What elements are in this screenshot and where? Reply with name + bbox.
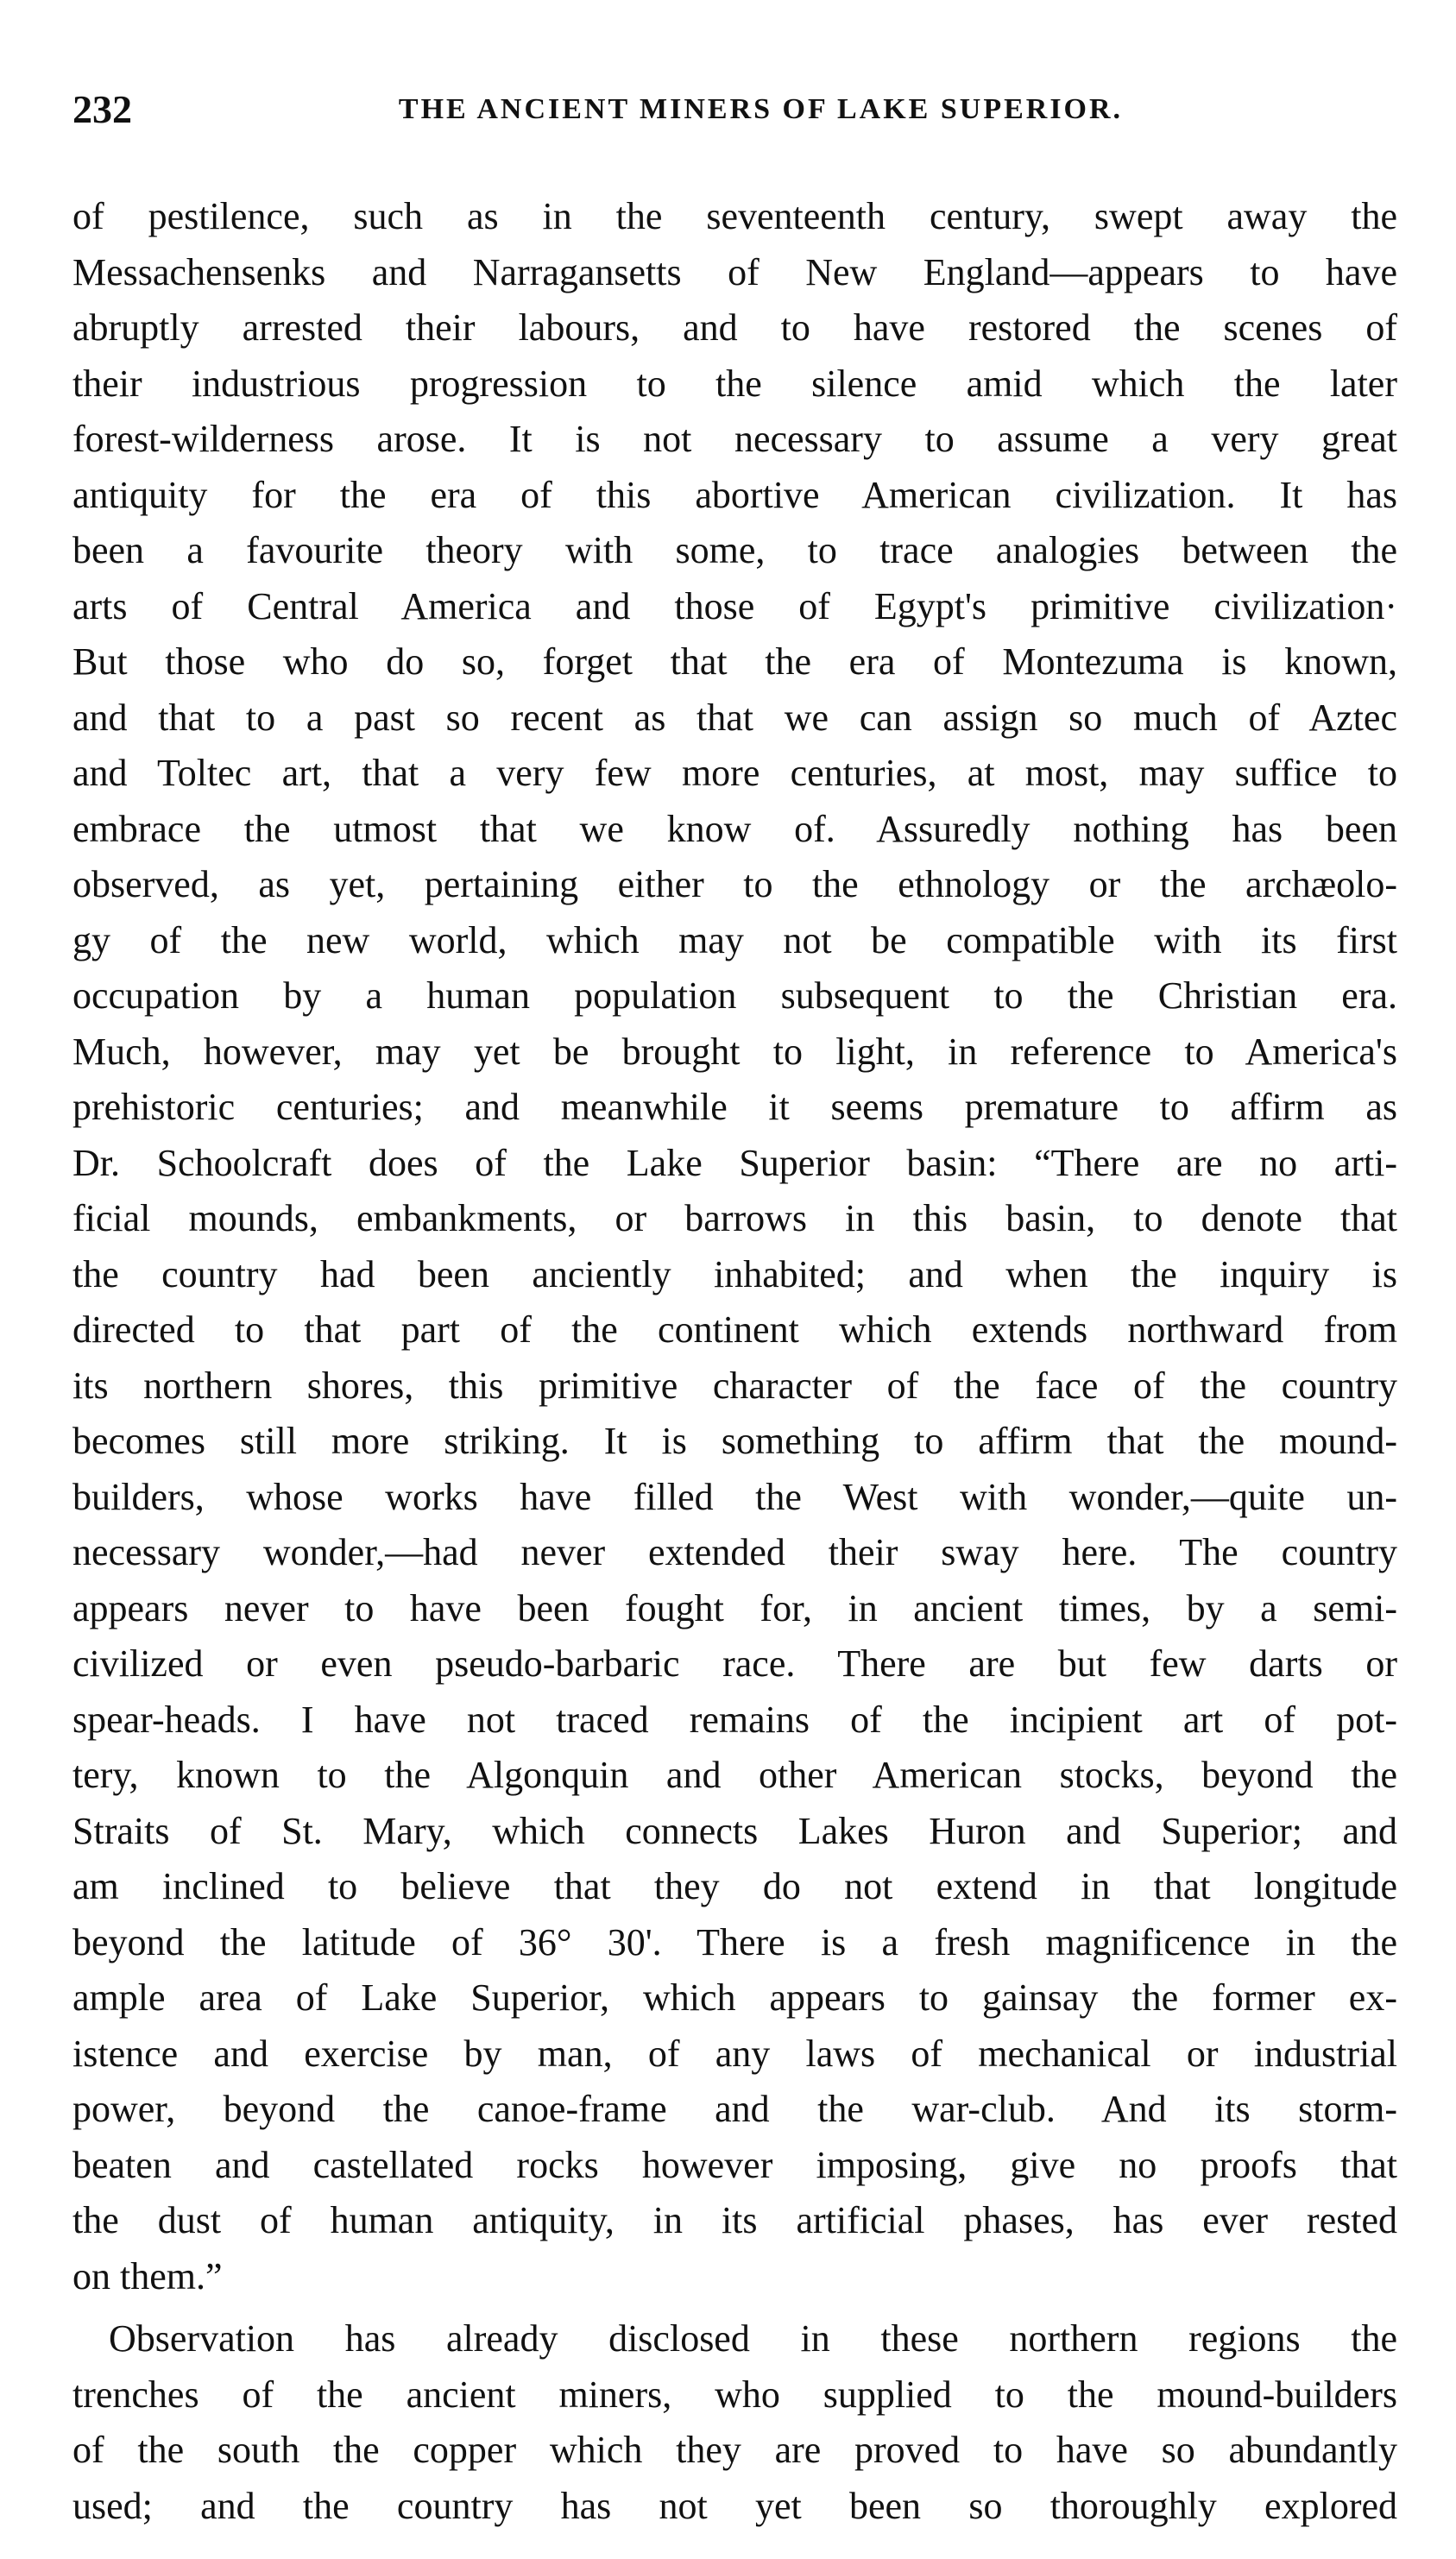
text-line: and that to a past so recent as that we can assign so much of Aztec (72, 696, 1397, 739)
text-line: beyond the latitude of 36° 30'. There is a fresh magnificence in the (72, 1920, 1397, 1963)
text-line: Messachensenks and Narragansetts of New England—appears to have (72, 250, 1397, 293)
text-line: But those who do so, forget that the era of Montezuma is known, (72, 640, 1397, 683)
paragraph-gap (72, 2304, 1397, 2311)
text-line: prehistoric centuries; and meanwhile it seems premature to affirm as (72, 1086, 1397, 1128)
paragraph (72, 189, 1397, 2304)
text-line: embrace the utmost that we know of. Assuredly nothing has been (72, 807, 1397, 850)
text-line: and Toltec art, that a very few more centuries, at most, may suffice to (72, 752, 1397, 794)
text-line: Dr. Schoolcraft does of the Lake Superior basin: “There are no arti- (72, 1141, 1397, 1184)
text-line: istence and exercise by man, of any laws of mechanical or industrial (72, 2032, 1397, 2075)
text-line: Straits of St. Mary, which connects Lakes Huron and Superior; and (72, 1809, 1397, 1852)
text-line: of the south the copper which they are proved to have so abundantly (72, 2429, 1397, 2471)
text-line: been a favourite theory with some, to trace analogies between the (72, 529, 1397, 571)
text-line: am inclined to believe that they do not extend in that longitude (72, 1865, 1397, 1907)
text-line: on them.” (72, 2254, 223, 2297)
running-head (72, 82, 1397, 137)
text-line: power, beyond the canoe-frame and the war-club. And its storm- (72, 2088, 1397, 2130)
text-line: arts of Central America and those of Egypt's primitive civilization· (72, 584, 1397, 627)
text-line: becomes still more striking. It is something to affirm that the mound- (72, 1420, 1397, 1462)
text-line: Observation has already disclosed in these northern regions the (109, 2317, 1397, 2360)
text-line: its northern shores, this primitive character of the face of the country (72, 1364, 1397, 1407)
text-line: directed to that part of the continent which extends northward from (72, 1308, 1397, 1351)
text-line: the country had been anciently inhabited; and when the inquiry is (72, 1252, 1397, 1295)
text-line: builders, whose works have filled the West with wonder,—quite un- (72, 1475, 1397, 1518)
paragraph (72, 2311, 1397, 2534)
text-line: necessary wonder,—had never extended their sway here. The country (72, 1531, 1397, 1573)
text-line: gy of the new world, which may not be compatible with its first (72, 918, 1397, 961)
text-line: ample area of Lake Superior, which appears to gainsay the former ex- (72, 1976, 1397, 2019)
running-title: THE ANCIENT MINERS OF LAKE SUPERIOR. (398, 93, 1124, 125)
text-line: forest-wilderness arose. It is not necessary to assume a very great (72, 418, 1397, 460)
body-text (72, 189, 1397, 2534)
text-line: appears never to have been fought for, in ancient times, by a semi- (72, 1586, 1397, 1629)
text-line: tery, known to the Algonquin and other American stocks, beyond the (72, 1754, 1397, 1796)
text-line: abruptly arrested their labours, and to have restored the scenes of (72, 306, 1397, 349)
text-line: trenches of the ancient miners, who supplied to the mound-builders (72, 2373, 1397, 2416)
text-line: beaten and castellated rocks however imposing, give no proofs that (72, 2143, 1397, 2186)
text-line: their industrious progression to the silence amid which the later (72, 362, 1397, 405)
text-line: civilized or even pseudo-barbaric race. There are but few darts or (72, 1642, 1397, 1685)
page-number: 232 (72, 87, 132, 131)
text-line: spear-heads. I have not traced remains of the incipient art of pot- (72, 1698, 1397, 1741)
text-line: Much, however, may yet be brought to light, in reference to America's (72, 1030, 1397, 1073)
text-line: used; and the country has not yet been so thoroughly explored (72, 2484, 1397, 2527)
book-page (72, 82, 1397, 2534)
text-line: ficial mounds, embankments, or barrows in this basin, to denote that (72, 1197, 1397, 1239)
text-line: antiquity for the era of this abortive American civilization. It has (72, 473, 1397, 516)
text-line: occupation by a human population subsequent to the Christian era. (72, 974, 1397, 1017)
text-line: the dust of human antiquity, in its artificial phases, has ever rested (72, 2199, 1397, 2241)
text-line: observed, as yet, pertaining either to the ethnology or the archæolo- (72, 863, 1397, 905)
text-line: of pestilence, such as in the seventeenth century, swept away the (72, 195, 1397, 237)
